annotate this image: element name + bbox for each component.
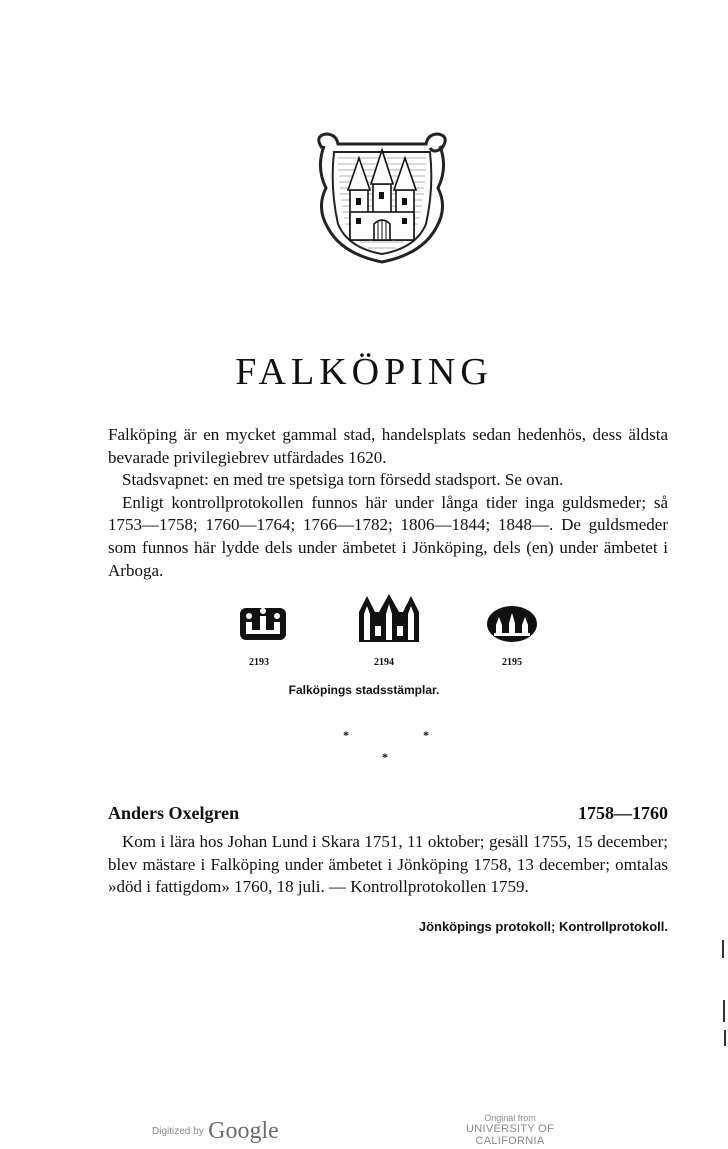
oval-towers-stamp-icon — [486, 605, 538, 643]
google-logo: Google — [208, 1118, 279, 1144]
intro-text — [108, 424, 668, 582]
divider-star: * — [382, 750, 388, 764]
stamp-number: 2193 — [249, 657, 269, 668]
three-towers-stamp-icon — [355, 592, 423, 644]
page-title: FALKÖPING — [235, 351, 493, 393]
biography-paragraph: Kom i lära hos Johan Lund i Skara 1751, 11 oktober; gesäll 1755, 15 december; blev mästare i Falköping under ämbetet i Jönköping 1758, 13 december; omtalas »död i fattigdom» 1760, 18 juli. — Kontrollprotokollen 1759. — [108, 832, 668, 896]
goldsmith-name: Anders Oxelgren — [108, 803, 240, 823]
divider-star: * — [423, 728, 429, 742]
castle-stamp-icon — [238, 604, 288, 642]
goldsmith-biography — [108, 831, 668, 899]
stamp-number: 2195 — [502, 657, 522, 668]
stamp-number: 2194 — [374, 657, 394, 668]
source-reference: Jönköpings protokoll; Kontrollprotokoll. — [418, 919, 668, 934]
digitized-by-google — [152, 1118, 279, 1145]
scan-edge-mark — [724, 1030, 726, 1046]
scan-edge-mark — [723, 1000, 725, 1022]
scan-edge-mark — [722, 940, 724, 958]
stamps-caption: Falköpings stadsstämplar. — [288, 683, 440, 697]
university-label: UNIVERSITY OF CALIFORNIA — [465, 1123, 555, 1147]
intro-paragraph: Stadsvapnet: en med tre spetsiga torn försedd stadsport. Se ovan. — [122, 470, 564, 490]
digitized-prefix: Digitized by — [152, 1126, 204, 1137]
original-from-label: Original from — [484, 1113, 536, 1123]
goldsmith-years: 1758—1760 — [578, 803, 668, 823]
town-crest-icon — [312, 128, 452, 268]
intro-paragraph: Falköping är en mycket gammal stad, handelsplats sedan hedenhös, dess äldsta bevarade privilegiebrev utfärdades 1620. — [108, 425, 668, 467]
original-from — [440, 1113, 580, 1147]
divider-star: * — [343, 728, 349, 742]
intro-paragraph: Enligt kontrollprotokollen funnos här under långa tider inga guldsmeder; så 1753—1758; 1760—1764; 1766—1782; 1806—1844; 1848—. De guldsmeder som funnos här lydde dels under ämbetet i Jönköping, dels (en) under ämbetet i Arboga. — [108, 492, 668, 580]
